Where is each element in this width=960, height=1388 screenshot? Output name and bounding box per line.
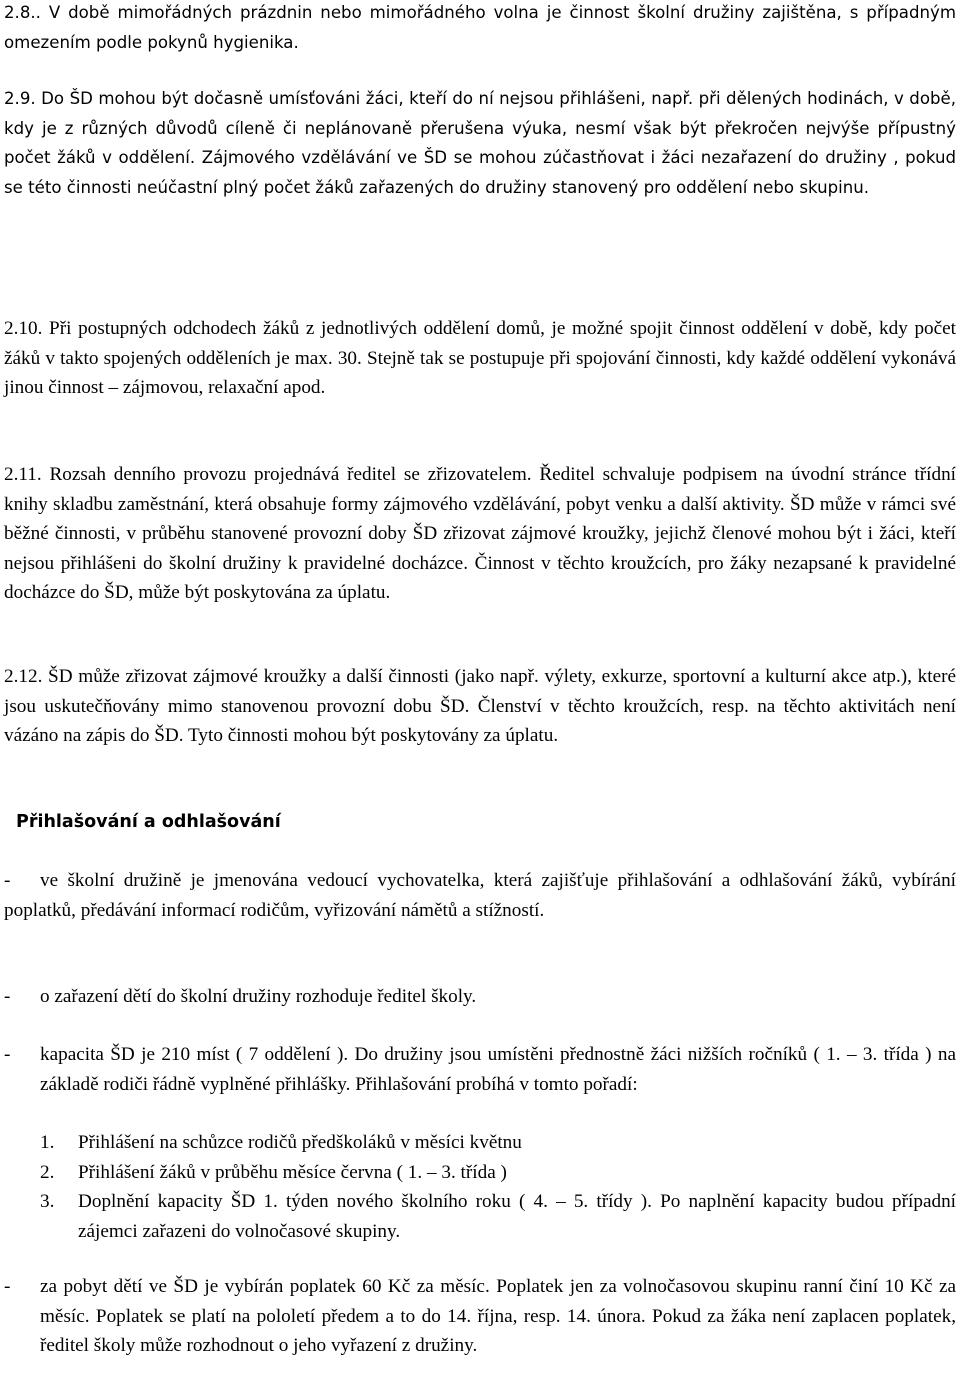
list-item — [40, 1187, 956, 1246]
bullet-text: kapacita ŠD je 210 míst ( 7 oddělení ). Do družiny jsou umístěni přednostně žáci nižších ročníků ( 1. – 3. třída ) na základě rodiči řádně vyplněné přihlášky. Přihlašování probíhá v tomto pořadí: — [40, 1044, 956, 1095]
bullet-dash: - — [4, 1044, 11, 1065]
bullet-dash: - — [4, 1276, 11, 1297]
paragraph-2-10: 2.10. Při postupných odchodech žáků z jednotlivých oddělení domů, je možné spojit činnost oddělení v době, kdy počet žáků v takto spojených odděleních je max. 30. Stejně tak se postupuje při spojování činnosti, kdy každé oddělení vykonává jinou činnost – zájmovou, relaxační apod. — [4, 318, 956, 399]
list-item-text: Přihlášení na schůzce rodičů předškoláků v měsíci květnu — [78, 1132, 522, 1153]
bullet-item — [4, 1272, 956, 1361]
list-item-text: Přihlášení žáků v průběhu měsíce června ( 1. – 3. třída ) — [78, 1161, 507, 1183]
ordered-list — [40, 1128, 956, 1246]
bullet-dash: - — [4, 870, 11, 891]
bullet-text: ve školní družině je jmenována vedoucí vychovatelka, která zajišťuje přihlašování a odhlašování žáků, vybírání poplatků, předávání informací rodičům, vyřizování námětů a stížností. — [4, 870, 956, 921]
bullet-item — [4, 866, 956, 925]
bullet-text: za pobyt dětí ve ŠD je vybírán poplatek 60 Kč za měsíc. Poplatek jen za volnočasovou skupinu ranní činí 10 Kč za měsíc. Poplatek se platí na pololetí předem a to do 14. října, resp. 14. února. Pokud za žáka není zaplacen poplatek, ředitel školy může rozhodnout o jeho vyřazení z družiny. — [40, 1276, 956, 1357]
paragraph-2-9-part-a: 2.9. Do ŠD mohou být dočasně umísťováni žáci, kteří do ní nejsou přihlášeni, např. při dělených hodinách, v době, kdy je z různých důvodů cíleně či neplánovaně přerušena výuka, nesmí však být překročen nejvýše přípustný počet žáků v oddělení. — [4, 89, 956, 168]
bullet-item — [4, 1040, 956, 1099]
bullet-text: o zařazení dětí do školní družiny rozhoduje ředitel školy. — [40, 986, 477, 1007]
paragraph-2-11: 2.11. Rozsah denního provozu projednává ředitel se zřizovatelem. Ředitel schvaluje podpisem na úvodní stránce třídní knihy skladbu zaměstnání, která obsahuje formy zájmového vzdělávání, pobyt venku a další aktivity. ŠD může v rámci své běžné činnosti, v průběhu stanovené provozní doby ŠD zřizovat zájmové kroužky, jejichž členové mohou být i žáci, kteří nejsou přihlášeni do školní družiny k pravidelné docházce. Činnost v těchto kroužcích, pro žáky nezapsané k pravidelné docházce do ŠD, může být poskytována za úplatu. — [4, 464, 956, 604]
section-heading: Přihlašování a odhlašování — [16, 812, 281, 832]
list-item-number: 2. — [40, 1161, 55, 1183]
list-item-text: Doplnění kapacity ŠD 1. týden nového školního roku ( 4. – 5. třídy ). Po naplnění kapacity budou případní zájemci zařazeni do volnočasové skupiny. — [78, 1191, 956, 1242]
paragraph-2-12: 2.12. ŠD může zřizovat zájmové kroužky a další činnosti (jako např. výlety, exkurze, sportovní a kulturní akce atp.), které jsou uskutečňovány mimo stanovenou provozní dobu ŠD. Členství v těchto kroužcích, resp. na těchto aktivitách není vázáno na zápis do ŠD. Tyto činnosti mohou být poskytovány za úplatu. — [4, 666, 956, 747]
paragraph-2-9 — [4, 84, 956, 202]
paragraph-2-8: 2.8.. V době mimořádných prázdnin nebo mimořádného volna je činnost školní družiny zajištěna, s případným omezením podle pokynů hygienika. — [4, 3, 956, 52]
list-item-number: 3. — [40, 1191, 55, 1213]
paragraph-2-9-part-b: Zájmového vzdělávání ve ŠD se mohou zúčastňovat i žáci nezařazení do družiny , pokud se této činnosti neúčastní plný počet žáků zařazených do družiny stanovený pro oddělení nebo skupinu. — [4, 148, 956, 197]
list-item-number: 1. — [40, 1132, 55, 1153]
list-item — [40, 1158, 956, 1188]
list-item — [40, 1128, 956, 1158]
bullet-dash: - — [4, 986, 11, 1007]
bullet-item — [4, 982, 956, 1012]
